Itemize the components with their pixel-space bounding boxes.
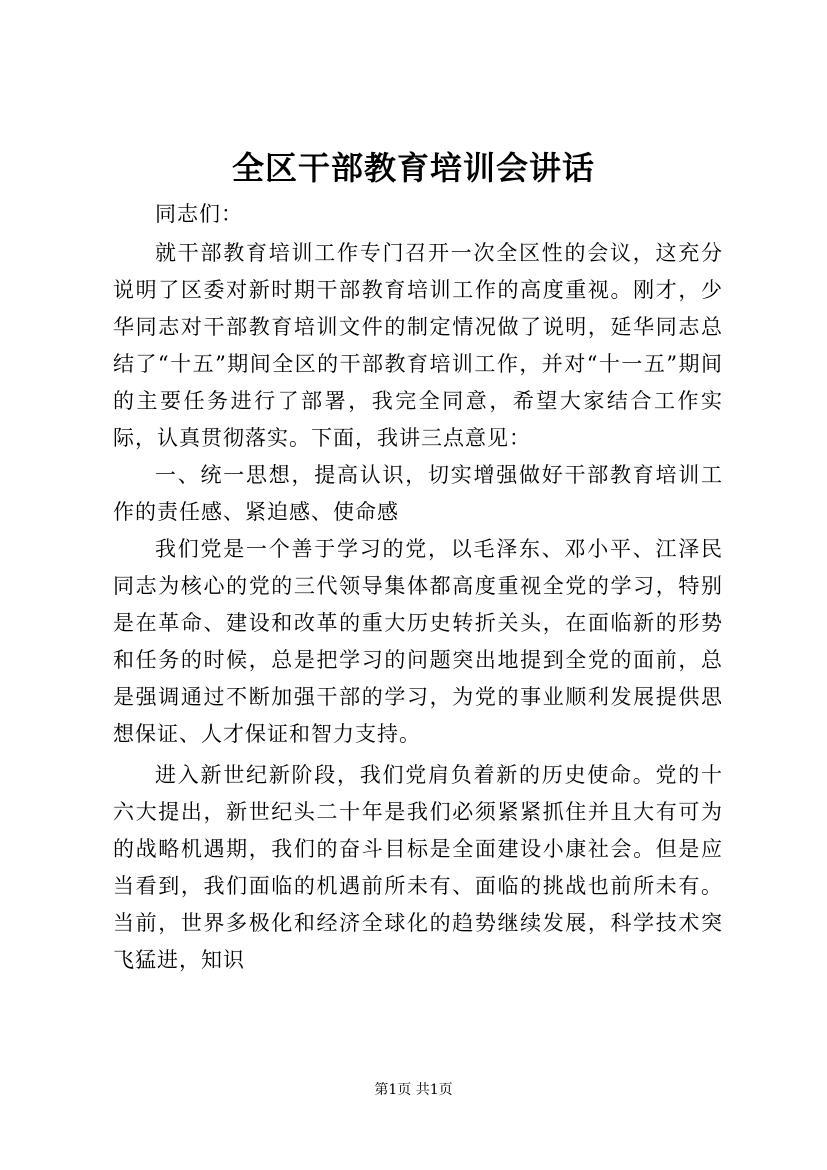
page-footer: 第1页 共1页 bbox=[374, 1082, 453, 1098]
section-heading-1: 一、统一思想，提高认识，切实增强做好干部教育培训工作的责任感、紧迫感、使命感 bbox=[113, 463, 723, 524]
document-body bbox=[113, 196, 723, 979]
paragraph-new-century: 进入新世纪新阶段，我们党肩负着新的历史使命。党的十六大提出，新世纪头二十年是我们必须紧紧抓住并且大有可为的战略机遇期，我们的奋斗目标是全面建设小康社会。但是应当看到，我们面临的机遇前所未有、面临的挑战也前所未有。当前，世界多极化和经济全球化的趋势继续发展，科学技术突飞猛进，知识 bbox=[113, 763, 723, 972]
document-title: 全区干部教育培训会讲话 bbox=[231, 149, 595, 187]
paragraph-party-learning: 我们党是一个善于学习的党，以毛泽东、邓小平、江泽民同志为核心的党的三代领导集体都高度重视全党的学习，特别是在革命、建设和改革的重大历史转折关头，在面临新的形势和任务的时候，总是把学习的问题突出地提到全党的面前，总是强调通过不断加强干部的学习，为党的事业顺利发展提供思想保证、人才保证和智力支持。 bbox=[113, 537, 723, 746]
paragraph-intro: 就干部教育培训工作专门召开一次全区性的会议，这充分说明了区委对新时期干部教育培训工作的高度重视。刚才，少华同志对干部教育培训文件的制定情况做了说明，延华同志总结了“十五”期间全区的干部教育培训工作，并对“十一五”期间的主要任务进行了部署，我完全同意，希望大家结合工作实际，认真贯彻落实。下面，我讲三点意见： bbox=[113, 241, 723, 450]
salutation: 同志们： bbox=[155, 202, 243, 226]
